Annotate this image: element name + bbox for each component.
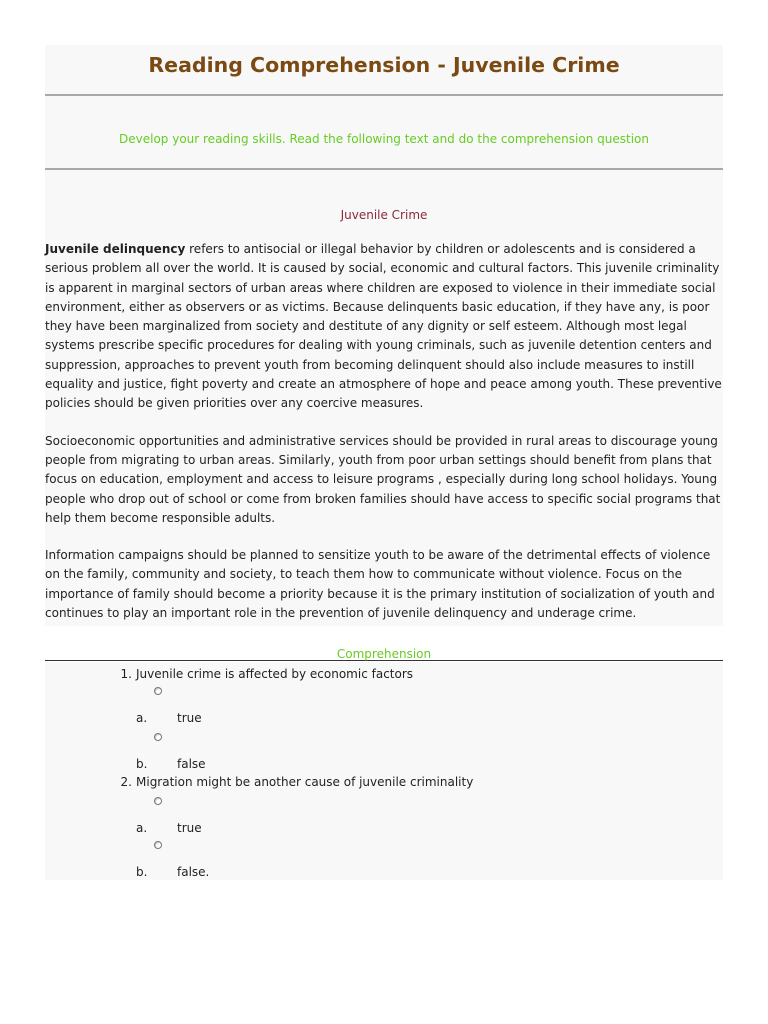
option-letter: b. [136, 757, 148, 771]
q1-option-b-radio[interactable] [154, 733, 162, 741]
question-number: 1. [120, 667, 132, 681]
article-paragraph-3: Information campaigns should be planned to sensitize youth to be aware of the detrimental effects of violence on the family, community and society, to teach them how to communicate without violence. Focus on the importance of family should become a priority because it is the primary institution of socialization of youth and continues to play an important role in the prevention of juvenile delinquency and underage crime. [45, 548, 715, 621]
q2-option-a [45, 820, 723, 836]
article-paragraph-2: Socioeconomic opportunities and administrative services should be provided in rural areas to discourage young people from migrating to urban areas. Similarly, youth from poor urban settings should benefit from plans that focus on education, employment and access to leisure programs , especially during long school holidays. Young people who drop out of school or come from broken families should have access to specific social programs that help them become responsible adults. [45, 433, 721, 525]
q2-option-a-radio[interactable] [154, 797, 162, 805]
q1-option-a-radio[interactable] [154, 687, 162, 695]
article-heading: Juvenile Crime [340, 208, 428, 222]
comprehension-heading-bar [45, 643, 723, 661]
option-text: true [177, 711, 202, 725]
title-banner [45, 45, 723, 96]
article-section [45, 170, 723, 626]
question-2 [45, 774, 723, 790]
option-letter: a. [136, 821, 148, 835]
question-number: 2. [120, 775, 132, 789]
option-text: false [177, 757, 206, 771]
question-text: Juvenile crime is affected by economic factors [136, 667, 414, 681]
quiz-section [45, 662, 723, 880]
article-paragraph-1 [45, 240, 723, 414]
instruction-text: Develop your reading skills. Read the following text and do the comprehension question [119, 132, 649, 146]
term-bold: Juvenile delinquency [45, 242, 186, 256]
option-text: false. [177, 865, 210, 879]
q1-option-a [45, 710, 723, 726]
paragraph-1-text: refers to antisocial or illegal behavior by children or adolescents and is considered a serious problem all over the world. It is caused by social, economic and cultural factors. This juvenile criminality is apparent in marginal sectors of urban areas where children are exposed to violence in their immediate social environment, either as observers or as victims. Because delinquents basic education, if they have any, is poor they have been marginalized from society and destitute of any dignity or self esteem. Although most legal systems prescribe specific procedures for dealing with young criminals, such as juvenile detention centers and suppression, approaches to prevent youth from becoming delinquent should also include measures to instill equality and justice, fight poverty and create an atmosphere of hope and peace among youth. These preventive policies should be given priorities over any coercive measures. [45, 242, 722, 411]
q1-option-b [45, 756, 723, 772]
question-text: Migration might be another cause of juvenile criminality [136, 775, 474, 789]
q2-option-b-radio[interactable] [154, 841, 162, 849]
page-title: Reading Comprehension - Juvenile Crime [148, 53, 620, 77]
intro-banner [45, 96, 723, 170]
question-1 [45, 666, 723, 682]
option-text: true [177, 821, 202, 835]
option-letter: b. [136, 865, 148, 879]
comprehension-heading: Comprehension [336, 647, 432, 661]
q2-option-b [45, 864, 723, 880]
option-letter: a. [136, 711, 148, 725]
